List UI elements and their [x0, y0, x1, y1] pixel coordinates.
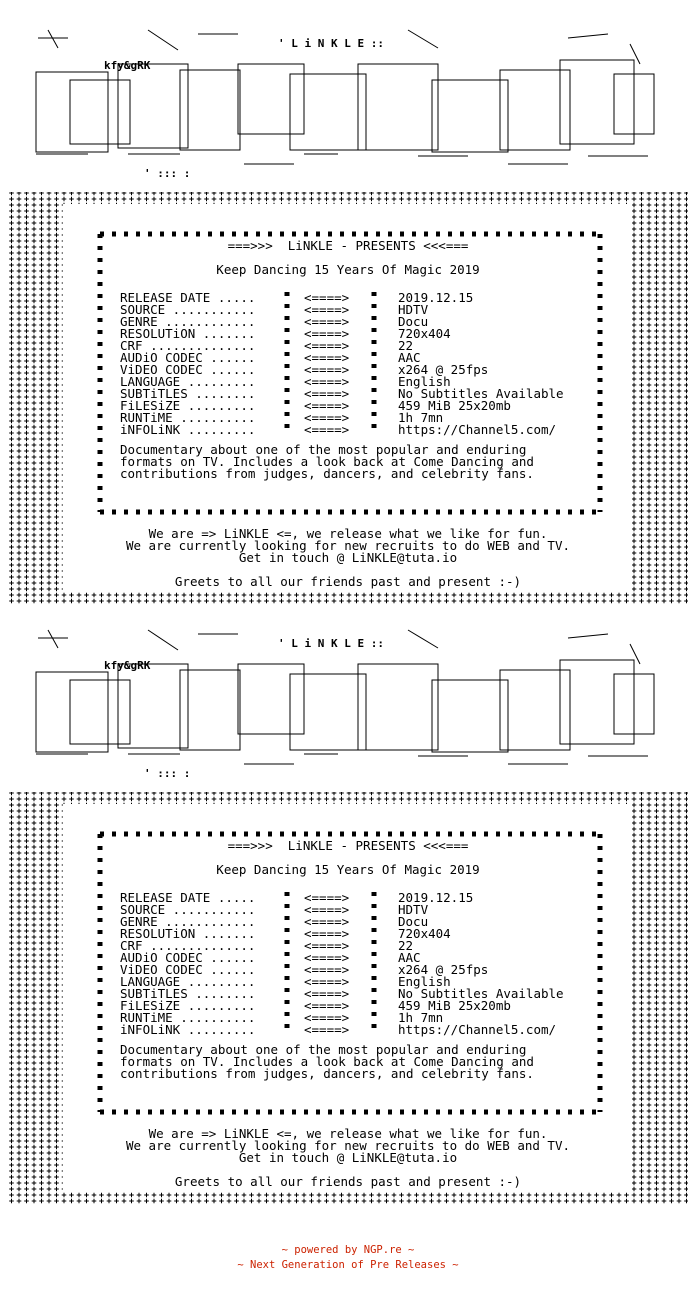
- field-value: 22: [398, 338, 414, 353]
- presents-line: ===>>> LiNKLE - PRESENTS <<<===: [227, 838, 469, 853]
- field-label: SUBTiTLES ........: [120, 386, 256, 401]
- about-line: Get in touch @ LiNKLE@tuta.io: [238, 550, 458, 565]
- description-line: formats on TV. Includes a look back at Come Dancing and: [120, 454, 534, 469]
- field-label: CRF ..............: [120, 938, 256, 953]
- field-label: AUDiO CODEC ......: [120, 950, 256, 965]
- field-label: AUDiO CODEC ......: [120, 350, 256, 365]
- field-label: LANGUAGE .........: [120, 374, 256, 389]
- plus-border-top: [8, 192, 688, 204]
- field-value: 720x404: [398, 926, 451, 941]
- field-value: 1h 7mn: [398, 1010, 444, 1025]
- greets-line: Greets to all our friends past and present :-): [174, 1174, 522, 1189]
- field-label: GENRE ............: [120, 914, 256, 929]
- field-value: Docu: [398, 914, 429, 929]
- description-line: contributions from judges, dancers, and celebrity fans.: [120, 1066, 534, 1081]
- logo-dots: ' ::: :: [144, 767, 191, 780]
- field-arrow: <====>: [304, 914, 350, 929]
- field-value: https://Channel5.com/: [398, 422, 557, 437]
- field-arrow: <====>: [304, 338, 350, 353]
- about-line: We are => LiNKLE <=, we release what we like for fun.: [148, 1126, 548, 1141]
- field-label: RESOLUTiON .......: [120, 926, 256, 941]
- field-arrow: <====>: [304, 422, 350, 437]
- about-line: We are currently looking for new recruits to do WEB and TV.: [125, 1138, 570, 1153]
- field-arrow: <====>: [304, 362, 350, 377]
- plus-border-top: [8, 792, 688, 804]
- field-label: LANGUAGE .........: [120, 974, 256, 989]
- logo-tagger: kfy&gRK: [104, 59, 151, 72]
- field-value: x264 @ 25fps: [398, 362, 489, 377]
- release-title: Keep Dancing 15 Years Of Magic 2019: [216, 862, 480, 877]
- description-line: contributions from judges, dancers, and celebrity fans.: [120, 466, 534, 481]
- logo-dots: ' ::: :: [144, 167, 191, 180]
- field-label: RUNTiME ..........: [120, 1010, 256, 1025]
- field-arrow: <====>: [304, 410, 350, 425]
- field-label: RUNTiME ..........: [120, 410, 256, 425]
- field-arrow: <====>: [304, 302, 350, 317]
- field-value: AAC: [398, 350, 421, 365]
- field-value: 22: [398, 938, 414, 953]
- about-line: We are currently looking for new recruits to do WEB and TV.: [125, 538, 570, 553]
- field-label: FiLESiZE .........: [120, 998, 256, 1013]
- field-arrow: <====>: [304, 986, 350, 1001]
- field-arrow: <====>: [304, 938, 350, 953]
- field-label: iNFOLiNK .........: [120, 1022, 256, 1037]
- field-label: CRF ..............: [120, 338, 256, 353]
- field-arrow: <====>: [304, 314, 350, 329]
- field-label: GENRE ............: [120, 314, 256, 329]
- field-value: HDTV: [398, 902, 429, 917]
- field-label: ViDEO CODEC ......: [120, 362, 256, 377]
- field-value: English: [398, 974, 451, 989]
- logo-tagger: kfy&gRK: [104, 659, 151, 672]
- field-value: 459 MiB 25x20mb: [398, 998, 511, 1013]
- ngp-tagline: ~ Next Generation of Pre Releases ~: [237, 1259, 459, 1271]
- field-arrow: <====>: [304, 398, 350, 413]
- field-arrow: <====>: [304, 902, 350, 917]
- field-value: x264 @ 25fps: [398, 962, 489, 977]
- field-label: ViDEO CODEC ......: [120, 962, 256, 977]
- field-arrow: <====>: [304, 926, 350, 941]
- field-arrow: <====>: [304, 386, 350, 401]
- field-value: No Subtitles Available: [398, 986, 564, 1001]
- field-value: 1h 7mn: [398, 410, 444, 425]
- logo-group-name: ' L i N K L E ::: [278, 637, 384, 650]
- field-value: Docu: [398, 314, 429, 329]
- field-arrow: <====>: [304, 974, 350, 989]
- plus-border-bottom: [8, 592, 688, 604]
- description-line: Documentary about one of the most popular and enduring: [120, 1042, 527, 1057]
- field-arrow: <====>: [304, 290, 350, 305]
- powered-by-link[interactable]: ~ powered by NGP.re ~: [281, 1244, 415, 1256]
- field-value: No Subtitles Available: [398, 386, 564, 401]
- field-arrow: <====>: [304, 998, 350, 1013]
- field-arrow: <====>: [304, 350, 350, 365]
- field-value: https://Channel5.com/: [398, 1022, 557, 1037]
- field-arrow: <====>: [304, 950, 350, 965]
- ascii-logo: [36, 30, 654, 164]
- plus-border-bottom: [8, 1192, 688, 1204]
- field-arrow: <====>: [304, 890, 350, 905]
- field-label: SOURCE ...........: [120, 902, 256, 917]
- about-line: We are => LiNKLE <=, we release what we like for fun.: [148, 526, 548, 541]
- field-label: RELEASE DATE .....: [120, 890, 256, 905]
- field-value: 720x404: [398, 326, 451, 341]
- field-value: AAC: [398, 950, 421, 965]
- presents-line: ===>>> LiNKLE - PRESENTS <<<===: [227, 238, 469, 253]
- nfo-block-1: [8, 4, 688, 604]
- field-label: RELEASE DATE .....: [120, 290, 256, 305]
- field-value: HDTV: [398, 302, 429, 317]
- field-label: FiLESiZE .........: [120, 398, 256, 413]
- field-label: SOURCE ...........: [120, 302, 256, 317]
- about-line: Get in touch @ LiNKLE@tuta.io: [238, 1150, 458, 1165]
- field-label: iNFOLiNK .........: [120, 422, 256, 437]
- field-value: 2019.12.15: [398, 890, 474, 905]
- field-arrow: <====>: [304, 962, 350, 977]
- field-value: 2019.12.15: [398, 290, 474, 305]
- field-arrow: <====>: [304, 1022, 350, 1037]
- release-title: Keep Dancing 15 Years Of Magic 2019: [216, 262, 480, 277]
- field-label: RESOLUTiON .......: [120, 326, 256, 341]
- ascii-logo: [36, 630, 654, 764]
- nfo-block-2: [8, 604, 688, 1204]
- field-label: SUBTiTLES ........: [120, 986, 256, 1001]
- field-value: English: [398, 374, 451, 389]
- description-line: formats on TV. Includes a look back at Come Dancing and: [120, 1054, 534, 1069]
- field-arrow: <====>: [304, 1010, 350, 1025]
- description-line: Documentary about one of the most popular and enduring: [120, 442, 527, 457]
- field-arrow: <====>: [304, 374, 350, 389]
- field-value: 459 MiB 25x20mb: [398, 398, 511, 413]
- field-arrow: <====>: [304, 326, 350, 341]
- greets-line: Greets to all our friends past and present :-): [174, 574, 522, 589]
- logo-group-name: ' L i N K L E ::: [278, 37, 384, 50]
